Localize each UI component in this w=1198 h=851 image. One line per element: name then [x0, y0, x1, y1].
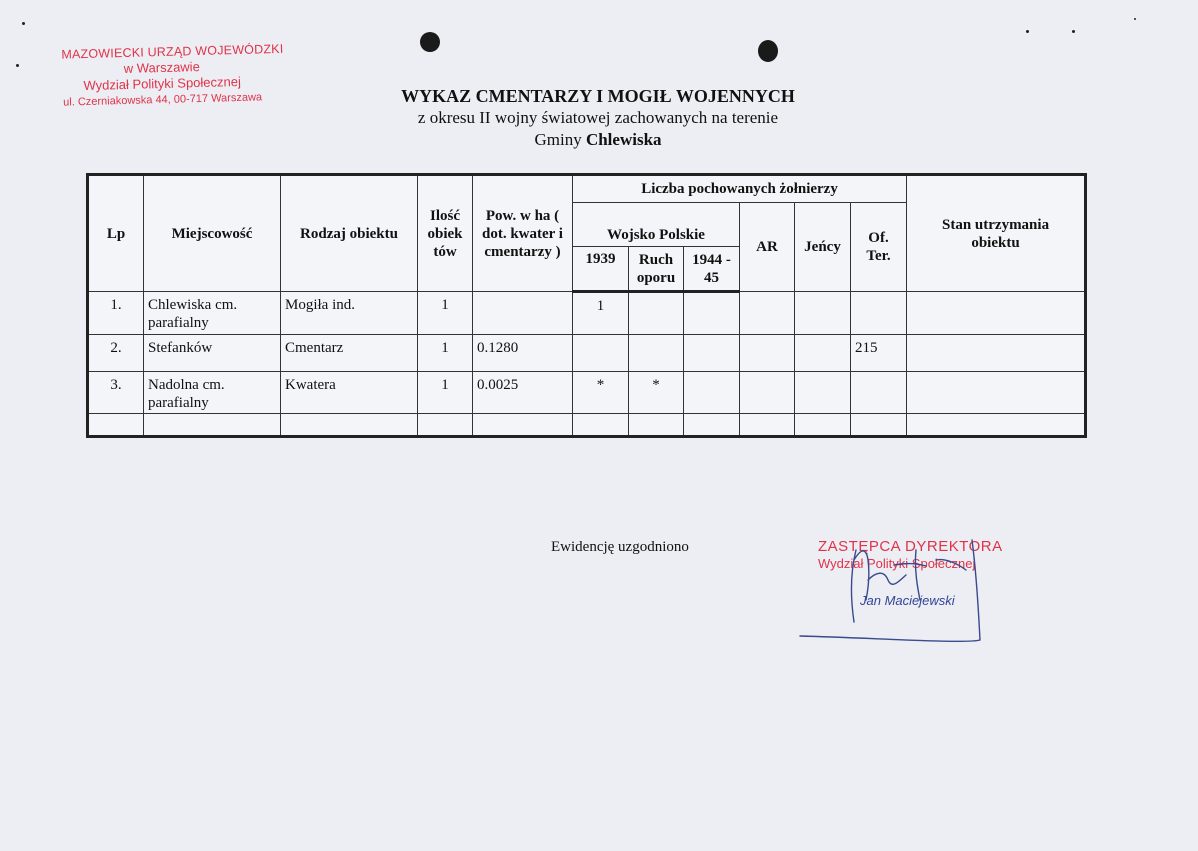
signature-stamp-dept: Wydział Polityki Społecznej [818, 556, 976, 571]
cell-pow: 0.0025 [473, 372, 573, 413]
punch-hole [758, 40, 778, 62]
gmina-name: Chlewiska [585, 130, 662, 149]
office-stamp-line: ul. Czerniakowska 44, 00-717 Warszawa [63, 91, 263, 109]
header-lp: Lp [88, 175, 144, 292]
header-jency: Jeńcy [795, 203, 851, 292]
cell-miejscowosc: Nadolna cm. parafialny [144, 372, 281, 413]
cell-miejscowosc: Stefanków [144, 334, 281, 371]
header-wojsko: Wojsko Polskie [573, 203, 740, 246]
cell-pow [473, 292, 573, 334]
cell-ar [740, 334, 795, 371]
cell-rodzaj: Mogiła ind. [281, 292, 418, 334]
title-main: WYKAZ CMENTARZY I MOGIŁ WOJENNYCH [401, 86, 795, 106]
header-1939: 1939 [573, 246, 629, 292]
cell-miejscowosc [144, 413, 281, 436]
header-miejscowosc: Miejscowość [144, 175, 281, 292]
cell-1944 [684, 334, 740, 371]
office-stamp-line: Wydział Polityki Społecznej [83, 73, 242, 94]
cell-rodzaj: Cmentarz [281, 334, 418, 371]
cemetery-table [86, 173, 1087, 438]
cell-lp: 2. [88, 334, 144, 371]
cell-1944 [684, 413, 740, 436]
cell-ilosc: 1 [418, 292, 473, 334]
header-1944: 1944 - 45 [684, 246, 740, 292]
scan-speck [1026, 30, 1029, 33]
cell-miejscowosc: Chlewiska cm. parafialny [144, 292, 281, 334]
cell-jency [795, 372, 851, 413]
cell-pow [473, 413, 573, 436]
office-stamp [61, 41, 284, 110]
cell-ruch: * [629, 372, 684, 413]
cell-ilosc: 1 [418, 334, 473, 371]
punch-hole [420, 32, 440, 52]
cell-of-ter [851, 292, 907, 334]
office-stamp-line: w Warszawie [123, 59, 201, 76]
header-rodzaj: Rodzaj obiektu [281, 175, 418, 292]
cell-ar [740, 292, 795, 334]
scan-speck [1072, 30, 1075, 33]
signature-stamp-name: Jan Maciejewski [860, 593, 955, 608]
header-ilosc: Ilość obiek tów [418, 175, 473, 292]
cell-ruch [629, 334, 684, 371]
header-stan: Stan utrzymania obiektu [907, 175, 1086, 292]
title-sub: z okresu II wojny światowej zachowanych na terenie [417, 108, 779, 127]
handwritten-signature [796, 520, 1026, 650]
scan-speck [22, 22, 25, 25]
cell-ar [740, 372, 795, 413]
header-pow: Pow. w ha ( dot. kwater i cmentarzy ) [473, 175, 573, 292]
cell-rodzaj [281, 413, 418, 436]
cell-ruch [629, 292, 684, 334]
approval-note: Ewidencję uzgodniono [551, 539, 689, 555]
header-ruch: Ruch oporu [629, 246, 684, 292]
scan-speck [1134, 18, 1136, 20]
cell-stan [907, 334, 1086, 371]
cell-ilosc [418, 413, 473, 436]
cell-1939: * [573, 372, 629, 413]
cell-ruch [629, 413, 684, 436]
header-ar: AR [740, 203, 795, 292]
cell-1944 [684, 372, 740, 413]
header-of-ter: Of. Ter. [851, 203, 907, 292]
cell-of-ter [851, 413, 907, 436]
cell-ilosc: 1 [418, 372, 473, 413]
office-stamp-line: MAZOWIECKI URZĄD WOJEWÓDZKI [61, 41, 284, 62]
cell-of-ter [851, 372, 907, 413]
cell-ar [740, 413, 795, 436]
signature-stamp-title: ZASTĘPCA DYREKTORA [818, 538, 1003, 555]
cell-rodzaj: Kwatera [281, 372, 418, 413]
cell-of-ter: 215 [851, 334, 907, 371]
cell-1939 [573, 413, 629, 436]
cell-jency [795, 413, 851, 436]
cell-1944 [684, 292, 740, 334]
cell-lp [88, 413, 144, 436]
cell-1939 [573, 334, 629, 371]
document-title [300, 85, 896, 151]
table-row [88, 372, 1086, 413]
cell-stan [907, 372, 1086, 413]
table-row [88, 413, 1086, 436]
cell-jency [795, 334, 851, 371]
table-row [88, 292, 1086, 334]
title-gmina [300, 129, 896, 151]
gmina-prefix: Gminy [534, 130, 586, 149]
scan-speck [16, 64, 19, 67]
cell-lp: 3. [88, 372, 144, 413]
cell-jency [795, 292, 851, 334]
cell-lp: 1. [88, 292, 144, 334]
cell-stan [907, 413, 1086, 436]
cell-stan [907, 292, 1086, 334]
cell-pow: 0.1280 [473, 334, 573, 371]
table-row [88, 334, 1086, 371]
cell-1939: 1 [573, 292, 629, 334]
header-liczba: Liczba pochowanych żołnierzy [573, 175, 907, 203]
